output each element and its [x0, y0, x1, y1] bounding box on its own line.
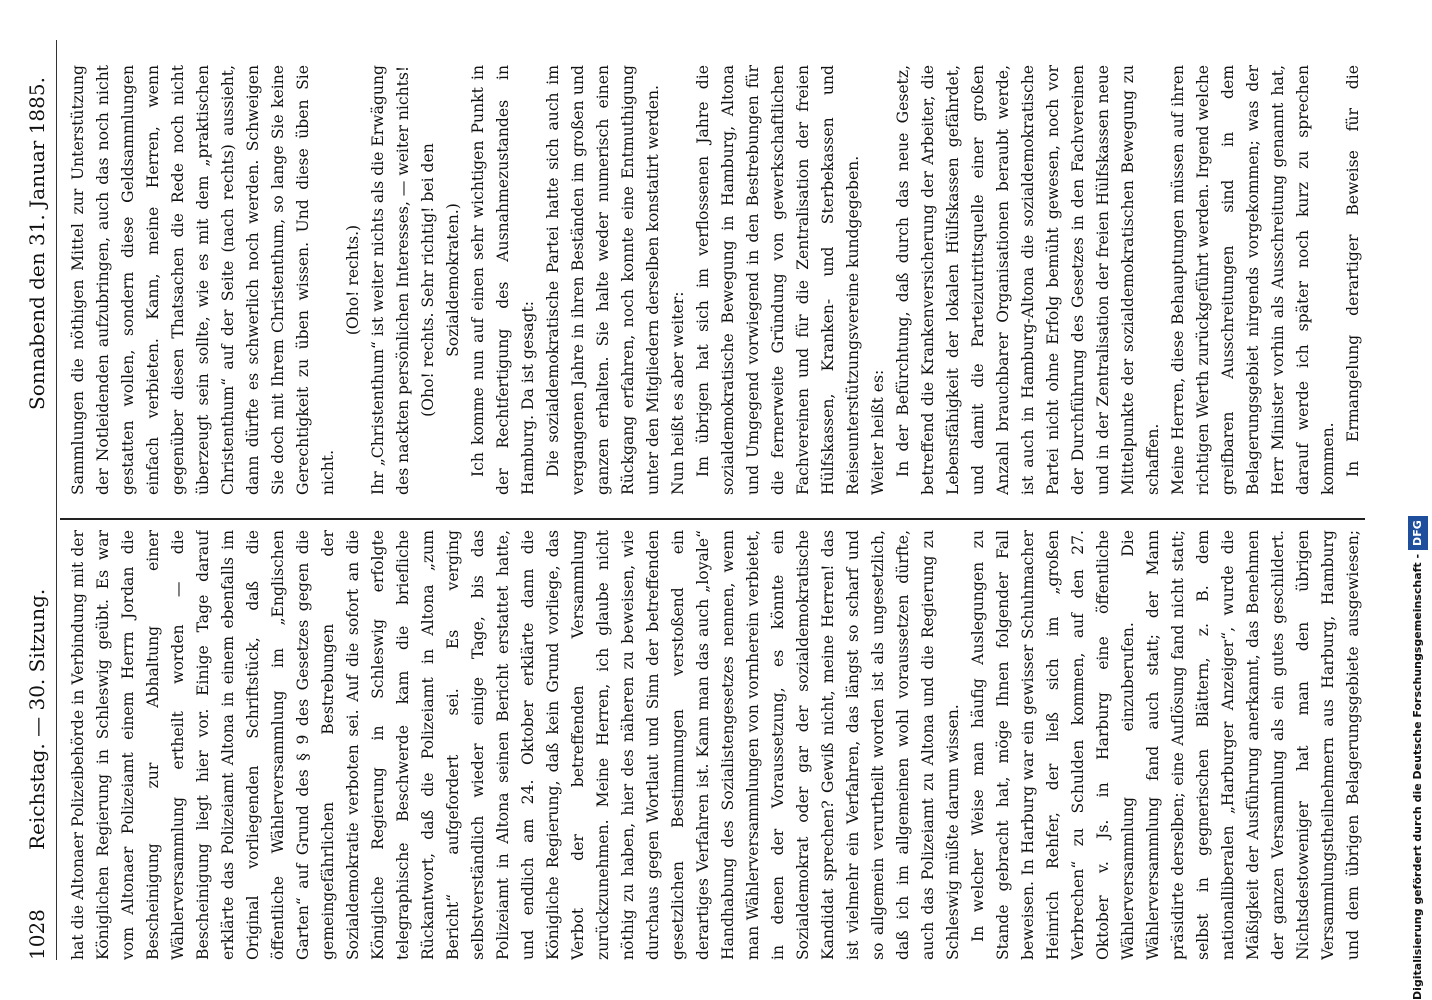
quote-paragraph: In der Befürchtung, daß durch das neue Gesetz, betreffend die Krankenversicherung der Arbeiter, die Lebensfähigkeit der lokalen Hülfskassen gefährdet, und damit die Parteizutrittsquelle einer großen Anzahl brauchbarer Organisationen beraubt werde, ist auch in Hamburg-Altona die sozialdemokratische Partei nicht ohne Erfolg bemüht gewesen, noch vor der Durchführung des Gesetzes in den Fachvereinen und in der Zentralisation der freien Hülfskassen neue Mittelpunkte der sozialdemokratischen Bewegung zu schaffen.	[894, 65, 1162, 495]
credit-text: Digitalisierung gefördert durch die Deutsche Forschungsgemeinschaft -	[1411, 553, 1424, 1000]
paragraph: Meine Herren, diese Behauptungen müssen auf ihren richtigen Werth zurückgeführt werden. Irgend welche greifbaren Ausschreitungen sind in dem Belagerungsgebiet nirgends vorgekommen; was der Herr Minister vorhin als Ausschreitung genannt hat, darauf werde ich später noch kurz zu sprechen kommen.	[1169, 65, 1337, 495]
dfg-logo: DFG	[1408, 516, 1428, 550]
paragraph: hat die Altonaer Polizeibehörde in Verbindung mit der Königlichen Regierung in Schleswig geübt. Es war vom Altonaer Polizeiamt einem Herrn Jordan die Bescheinigung zur Abhaltung einer Wählerversammlung ertheilt worden — die Bescheinigung liegt hier vor. Einige Tage darauf erklärte das Polizeiamt Altona in einem ebenfalls im Original vorliegenden Schriftstück, daß die öffentliche Wählerversammlung im „Englischen Garten“ auf Grund des § 9 des Gesetzes gegen die gemeingefährlichen Bestrebungen der Sozialdemokratie verboten sei. Auf die sofort an die Königliche Regierung in Schleswig erfolgte telegraphische Beschwerde kam die briefliche Rückantwort, daß die Polizeiamt in Altona „zum Bericht“ aufgefordert sei. Es verging selbstverständlich wieder einige Tage, bis das Polizeiamt in Altona seinen Bericht erstattet hatte, und endlich am 24. Oktober erklärte dann die Königliche Regierung, daß kein Grund vorliege, das Verbot der betreffenden Versammlung zurückzunehmen. Meine Herren, ich glaube nicht nöthig zu haben, hier des näheren zu beweisen, wie durchaus gegen Wortlaut und Sinn der betreffenden gesetzlichen Bestimmungen verstoßend ein derartiges Verfahren ist. Kann man das auch „loyale“ Handhabung des Sozialistengesetzes nennen, wenn man Wählerversammlungen von vornherein verbietet, in denen der Voraussetzung, es könnte ein Sozialdemokrat oder gar der sozialdemokratische Kandidat sprechen? Gewiß nicht, meine Herren! das ist vielmehr ein Verfahren, das längst so scharf und so allgemein verurtheilt worden ist als ungesetzlich, daß ich im allgemeinen wohl voraussetzen dürfte, auch das Polizeiamt zu Altona und die Regierung zu Schleswig müßte darum wissen.	[69, 530, 962, 960]
paragraph: Ich komme nun auf einen sehr wichtigen Punkt in der Rechtfertigung des Ausnahmezustandes in Hamburg. Da ist gesagt:	[469, 65, 537, 495]
paragraph: Weiter heißt es:	[869, 369, 887, 495]
interjection: (Oho! rechts. Sehr richtig! bei den Sozialdemokraten.)	[419, 143, 462, 417]
left-column	[66, 530, 1362, 960]
paragraph: Sammlungen die nöthigen Mittel zur Unterstützung der Notleidenden aufzubringen, auch das noch nicht gestatten wollen, sondern diese Geldsammlungen einfach verbieten. Kann, meine Herren, wenn gegenüber diesen Thatsachen die Rede noch nicht überzeugt sein sollte, wie es mit dem „praktischen Christenthum“ auf der Seite (nach rechts) aussieht, dann dürfte es schwerlich noch werden. Schweigen Sie doch mit Ihrem Christenthum, so lange Sie keine Gerechtigkeit zu üben wissen. Und diese üben Sie nicht.	[69, 65, 337, 495]
interjection: (Oho! rechts.)	[344, 224, 362, 336]
quote-paragraph: Im übrigen hat sich im verflossenen Jahre die sozialdemokratische Bewegung in Hamburg, Altona und Umgegend vorwiegend in den Bestrebungen für die fernerweite Gründung von gewerkschaftlichen Fachvereinen und für die Zentralisation der freien Hülfskassen, Kranken- und Sterbekassen und Reiseunterstützungsvereine kundgegeben.	[694, 65, 862, 495]
page-header	[22, 40, 52, 960]
quote-paragraph: Die sozialdemokratische Partei hatte sich auch im vergangenen Jahre in ihren Beständen im großen und ganzen erhalten. Sie halte weder numerisch einen Rückgang erfahren, noch konnte eine Entmuthigung unter den Mitgliedern derselben konstatirt werden.	[544, 65, 662, 495]
page-number: 1028	[25, 909, 49, 960]
paragraph: In welcher Weise man häufig Auslegungen zu Stande gebracht hat, möge Ihnen folgender Fall beweisen. In Harburg war ein gewisser Schuhmacher Heinrich Rehfer, der ließ sich im „großen Verbrechen“ zu Schulden kommen, auf den 27. Oktober v. Js. in Harburg eine öffentliche Wählerversammlung einzuberufen. Die Wählerversammlung fand auch statt; der Mann präsidirte derselben; eine Auflösung fand nicht statt; selbst in gegnerischen Blättern, z. B. dem nationalliberalen „Harburger Anzeiger“, wurde die Mäßigkeit der Ausführung anerkannt, das Benehmen der ganzen Versammlung als ein gutes geschildert. Nichtsdestoweniger hat man den übrigen Versammlungstheilnehmern aus Harburg, Hamburg und dem übrigen Belagerungsgebiete ausgewiesen;	[969, 530, 1362, 960]
header-rule	[56, 40, 57, 960]
header-left-title: Reichstag. — 30. Sitzung.	[25, 588, 49, 850]
digitization-credit	[1408, 10, 1428, 1000]
paragraph: Nun heißt es aber weiter:	[669, 291, 687, 495]
column-divider	[60, 518, 1365, 520]
paragraph: Ihr „Christenthum“ ist weiter nichts als die Erwägung des nackten persönlichen Interesses, — weiter nichts!	[369, 65, 412, 495]
right-column	[66, 65, 1362, 495]
paragraph: In Ermangelung derartiger Beweise für die	[1344, 65, 1362, 477]
header-right-title: Sonnabend den 31. Januar 1885.	[25, 77, 49, 410]
